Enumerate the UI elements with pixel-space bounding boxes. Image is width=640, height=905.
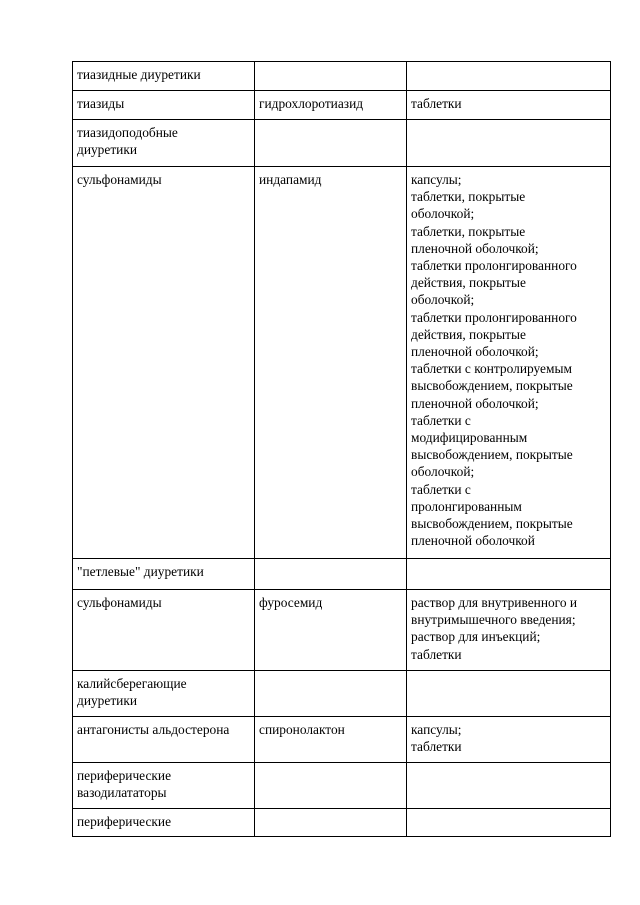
group-cell bbox=[73, 62, 255, 91]
form-cell bbox=[407, 671, 611, 717]
form-text: таблетки bbox=[411, 96, 462, 111]
group-cell bbox=[73, 671, 255, 717]
form-cell bbox=[407, 763, 611, 809]
group-text: антагонисты альдостерона bbox=[77, 722, 230, 737]
substance-text: индапамид bbox=[259, 172, 322, 187]
group-cell bbox=[73, 590, 255, 671]
group-text: периферические вазодилататоры bbox=[77, 768, 172, 801]
substance-cell bbox=[255, 559, 407, 590]
table-row bbox=[73, 120, 611, 167]
group-cell bbox=[73, 809, 255, 837]
substance-text: фуросемид bbox=[259, 595, 323, 610]
form-cell bbox=[407, 120, 611, 167]
table-row bbox=[73, 671, 611, 717]
form-text: капсулы; таблетки bbox=[411, 722, 462, 755]
substance-cell bbox=[255, 120, 407, 167]
form-cell bbox=[407, 809, 611, 837]
group-cell bbox=[73, 763, 255, 809]
substance-cell bbox=[255, 91, 407, 120]
table-row bbox=[73, 809, 611, 837]
substance-text: спиронолактон bbox=[259, 722, 345, 737]
substance-cell bbox=[255, 809, 407, 837]
group-text: сульфонамиды bbox=[77, 595, 162, 610]
substance-cell bbox=[255, 763, 407, 809]
group-cell bbox=[73, 559, 255, 590]
substance-cell bbox=[255, 671, 407, 717]
substance-cell bbox=[255, 590, 407, 671]
group-cell bbox=[73, 91, 255, 120]
substance-text: гидрохлоротиазид bbox=[259, 96, 364, 111]
substance-cell bbox=[255, 167, 407, 559]
table-row bbox=[73, 717, 611, 763]
table-row bbox=[73, 590, 611, 671]
form-cell bbox=[407, 91, 611, 120]
group-text: "петлевые" диуретики bbox=[77, 564, 204, 579]
group-text: тиазидные диуретики bbox=[77, 67, 201, 82]
group-text: калийсберегающие диуретики bbox=[77, 676, 187, 709]
table-row bbox=[73, 167, 611, 559]
group-text: сульфонамиды bbox=[77, 172, 162, 187]
group-text: периферические bbox=[77, 814, 172, 829]
group-cell bbox=[73, 167, 255, 559]
table-row bbox=[73, 763, 611, 809]
group-cell bbox=[73, 120, 255, 167]
form-text: капсулы; таблетки, покрытые оболочкой; таблетки, покрытые пленочной оболочкой; таблетки пролонгированного действия, покрытые оболочкой; таблетки пролонгированного действия, покрытые пленочной оболочкой; таблетки с контролируемым высвобождением, покрытые пленочной оболочкой; таблетки с модифицированным высвобождением, покрытые оболочкой; таблетки с пролонгированным высвобождением, покрытые пленочной оболочкой bbox=[411, 172, 577, 549]
drug-table bbox=[72, 61, 611, 837]
group-text: тиазиды bbox=[77, 96, 125, 111]
form-text: раствор для внутривенного и внутримышечного введения; раствор для инъекций; таблетки bbox=[411, 595, 578, 662]
form-cell bbox=[407, 559, 611, 590]
form-cell bbox=[407, 62, 611, 91]
substance-cell bbox=[255, 62, 407, 91]
group-cell bbox=[73, 717, 255, 763]
form-cell bbox=[407, 167, 611, 559]
form-cell bbox=[407, 590, 611, 671]
substance-cell bbox=[255, 717, 407, 763]
table-row bbox=[73, 62, 611, 91]
table-row bbox=[73, 91, 611, 120]
group-text: тиазидоподобные диуретики bbox=[77, 125, 178, 158]
form-cell bbox=[407, 717, 611, 763]
table-row bbox=[73, 559, 611, 590]
